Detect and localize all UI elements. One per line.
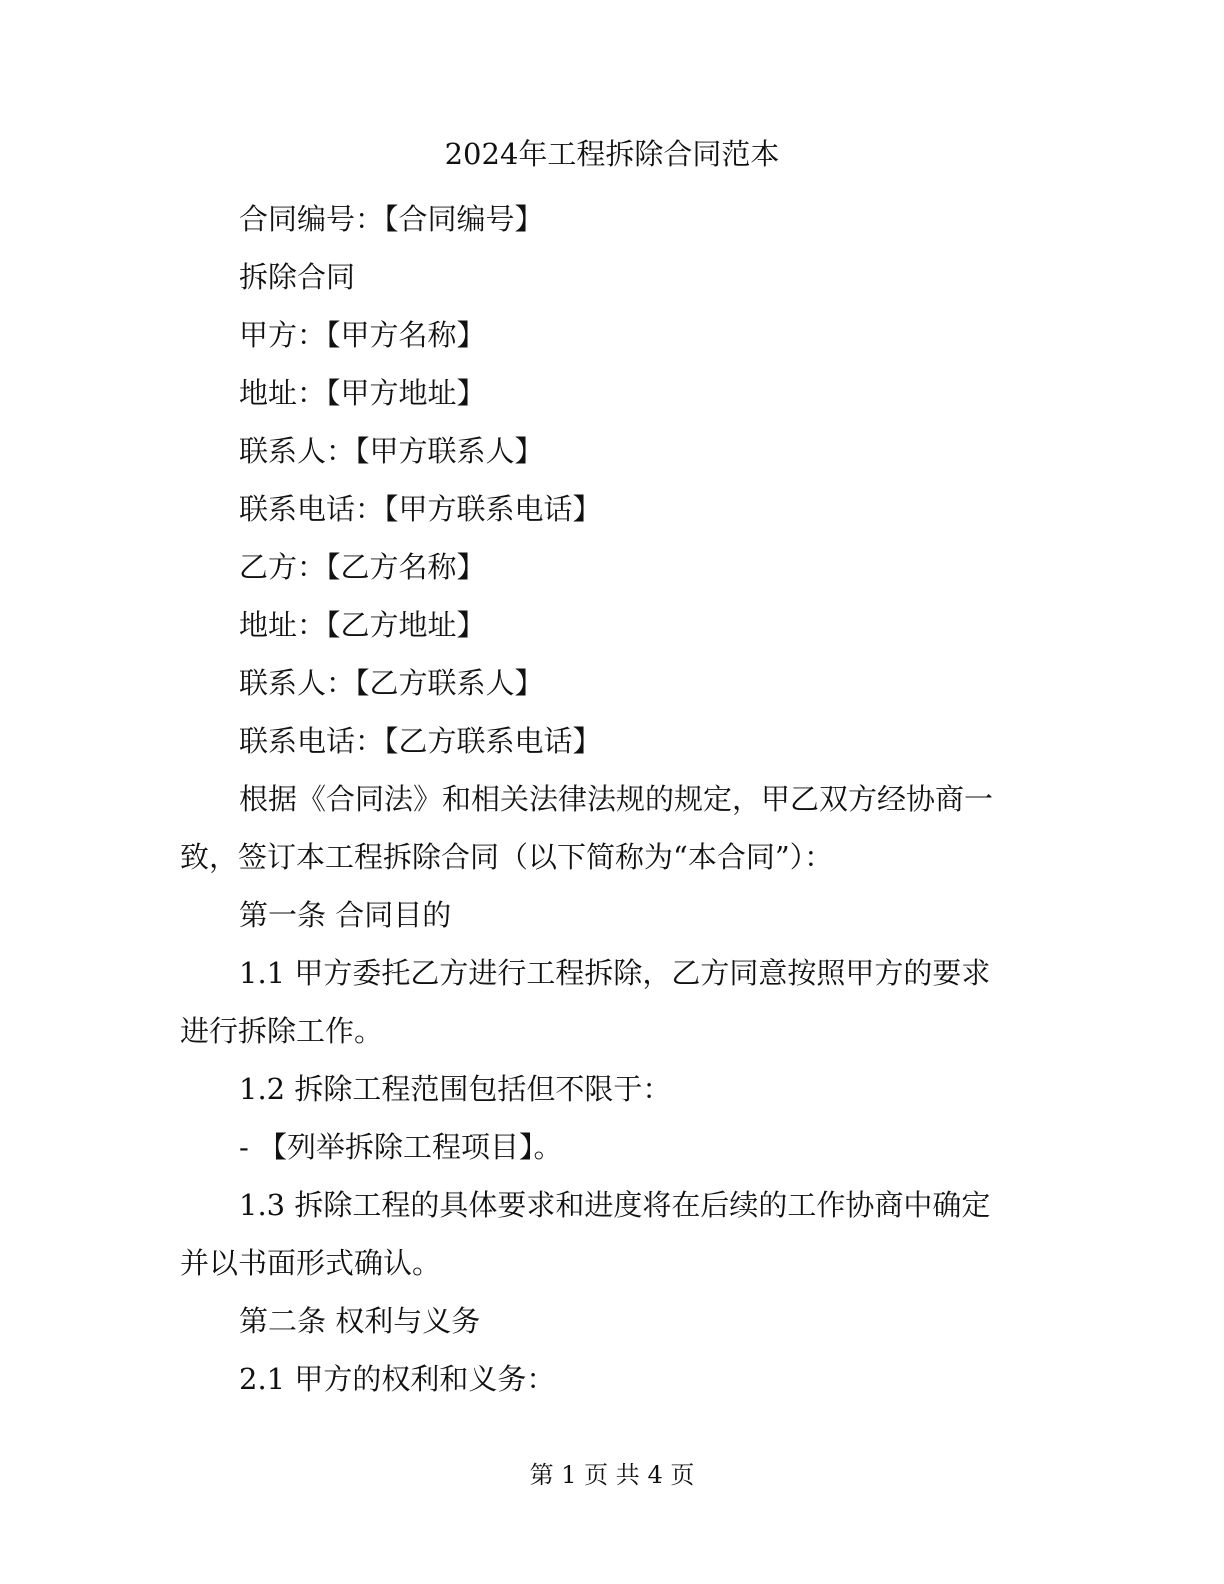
- party-b-address-line: 地址：【乙方地址】: [239, 608, 486, 642]
- article-1-heading: 第一条 合同目的: [239, 898, 452, 932]
- document-body: [180, 190, 1020, 1408]
- party-a-name-line: 甲方：【甲方名称】: [239, 318, 486, 352]
- page-footer: 第 1 页 共 4 页: [529, 1461, 695, 1489]
- clause-1-1-line-2: 进行拆除工作。: [180, 1014, 384, 1048]
- article-2-heading: 第二条 权利与义务: [239, 1304, 481, 1338]
- party-a-address-line: 地址：【甲方地址】: [239, 376, 486, 410]
- preamble-line-2: 致，签订本工程拆除合同（以下简称为“本合同”）：: [180, 840, 834, 874]
- contract-number-line: 合同编号：【合同编号】: [239, 202, 544, 236]
- clause-1-2: 1.2 拆除工程范围包括但不限于：: [239, 1072, 672, 1106]
- party-a-contact-line: 联系人：【甲方联系人】: [239, 434, 544, 468]
- party-a-phone-line: 联系电话：【甲方联系电话】: [239, 492, 602, 526]
- clause-1-2-list-item: - 【列举拆除工程项目】。: [239, 1130, 563, 1164]
- clause-1-1-line-1: 1.1 甲方委托乙方进行工程拆除，乙方同意按照甲方的要求: [239, 956, 991, 990]
- clause-1-3-line-2: 并以书面形式确认。: [180, 1246, 442, 1280]
- document-title: 2024年工程拆除合同范本: [444, 137, 780, 171]
- contract-heading: 拆除合同: [239, 260, 356, 294]
- clause-2-1: 2.1 甲方的权利和义务：: [239, 1362, 556, 1396]
- party-b-name-line: 乙方：【乙方名称】: [239, 550, 486, 584]
- party-b-phone-line: 联系电话：【乙方联系电话】: [239, 724, 602, 758]
- clause-1-3-line-1: 1.3 拆除工程的具体要求和进度将在后续的工作协商中确定: [239, 1188, 991, 1222]
- party-b-contact-line: 联系人：【乙方联系人】: [239, 666, 544, 700]
- preamble-line-1: 根据《合同法》和相关法律法规的规定，甲乙双方经协商一: [239, 782, 994, 816]
